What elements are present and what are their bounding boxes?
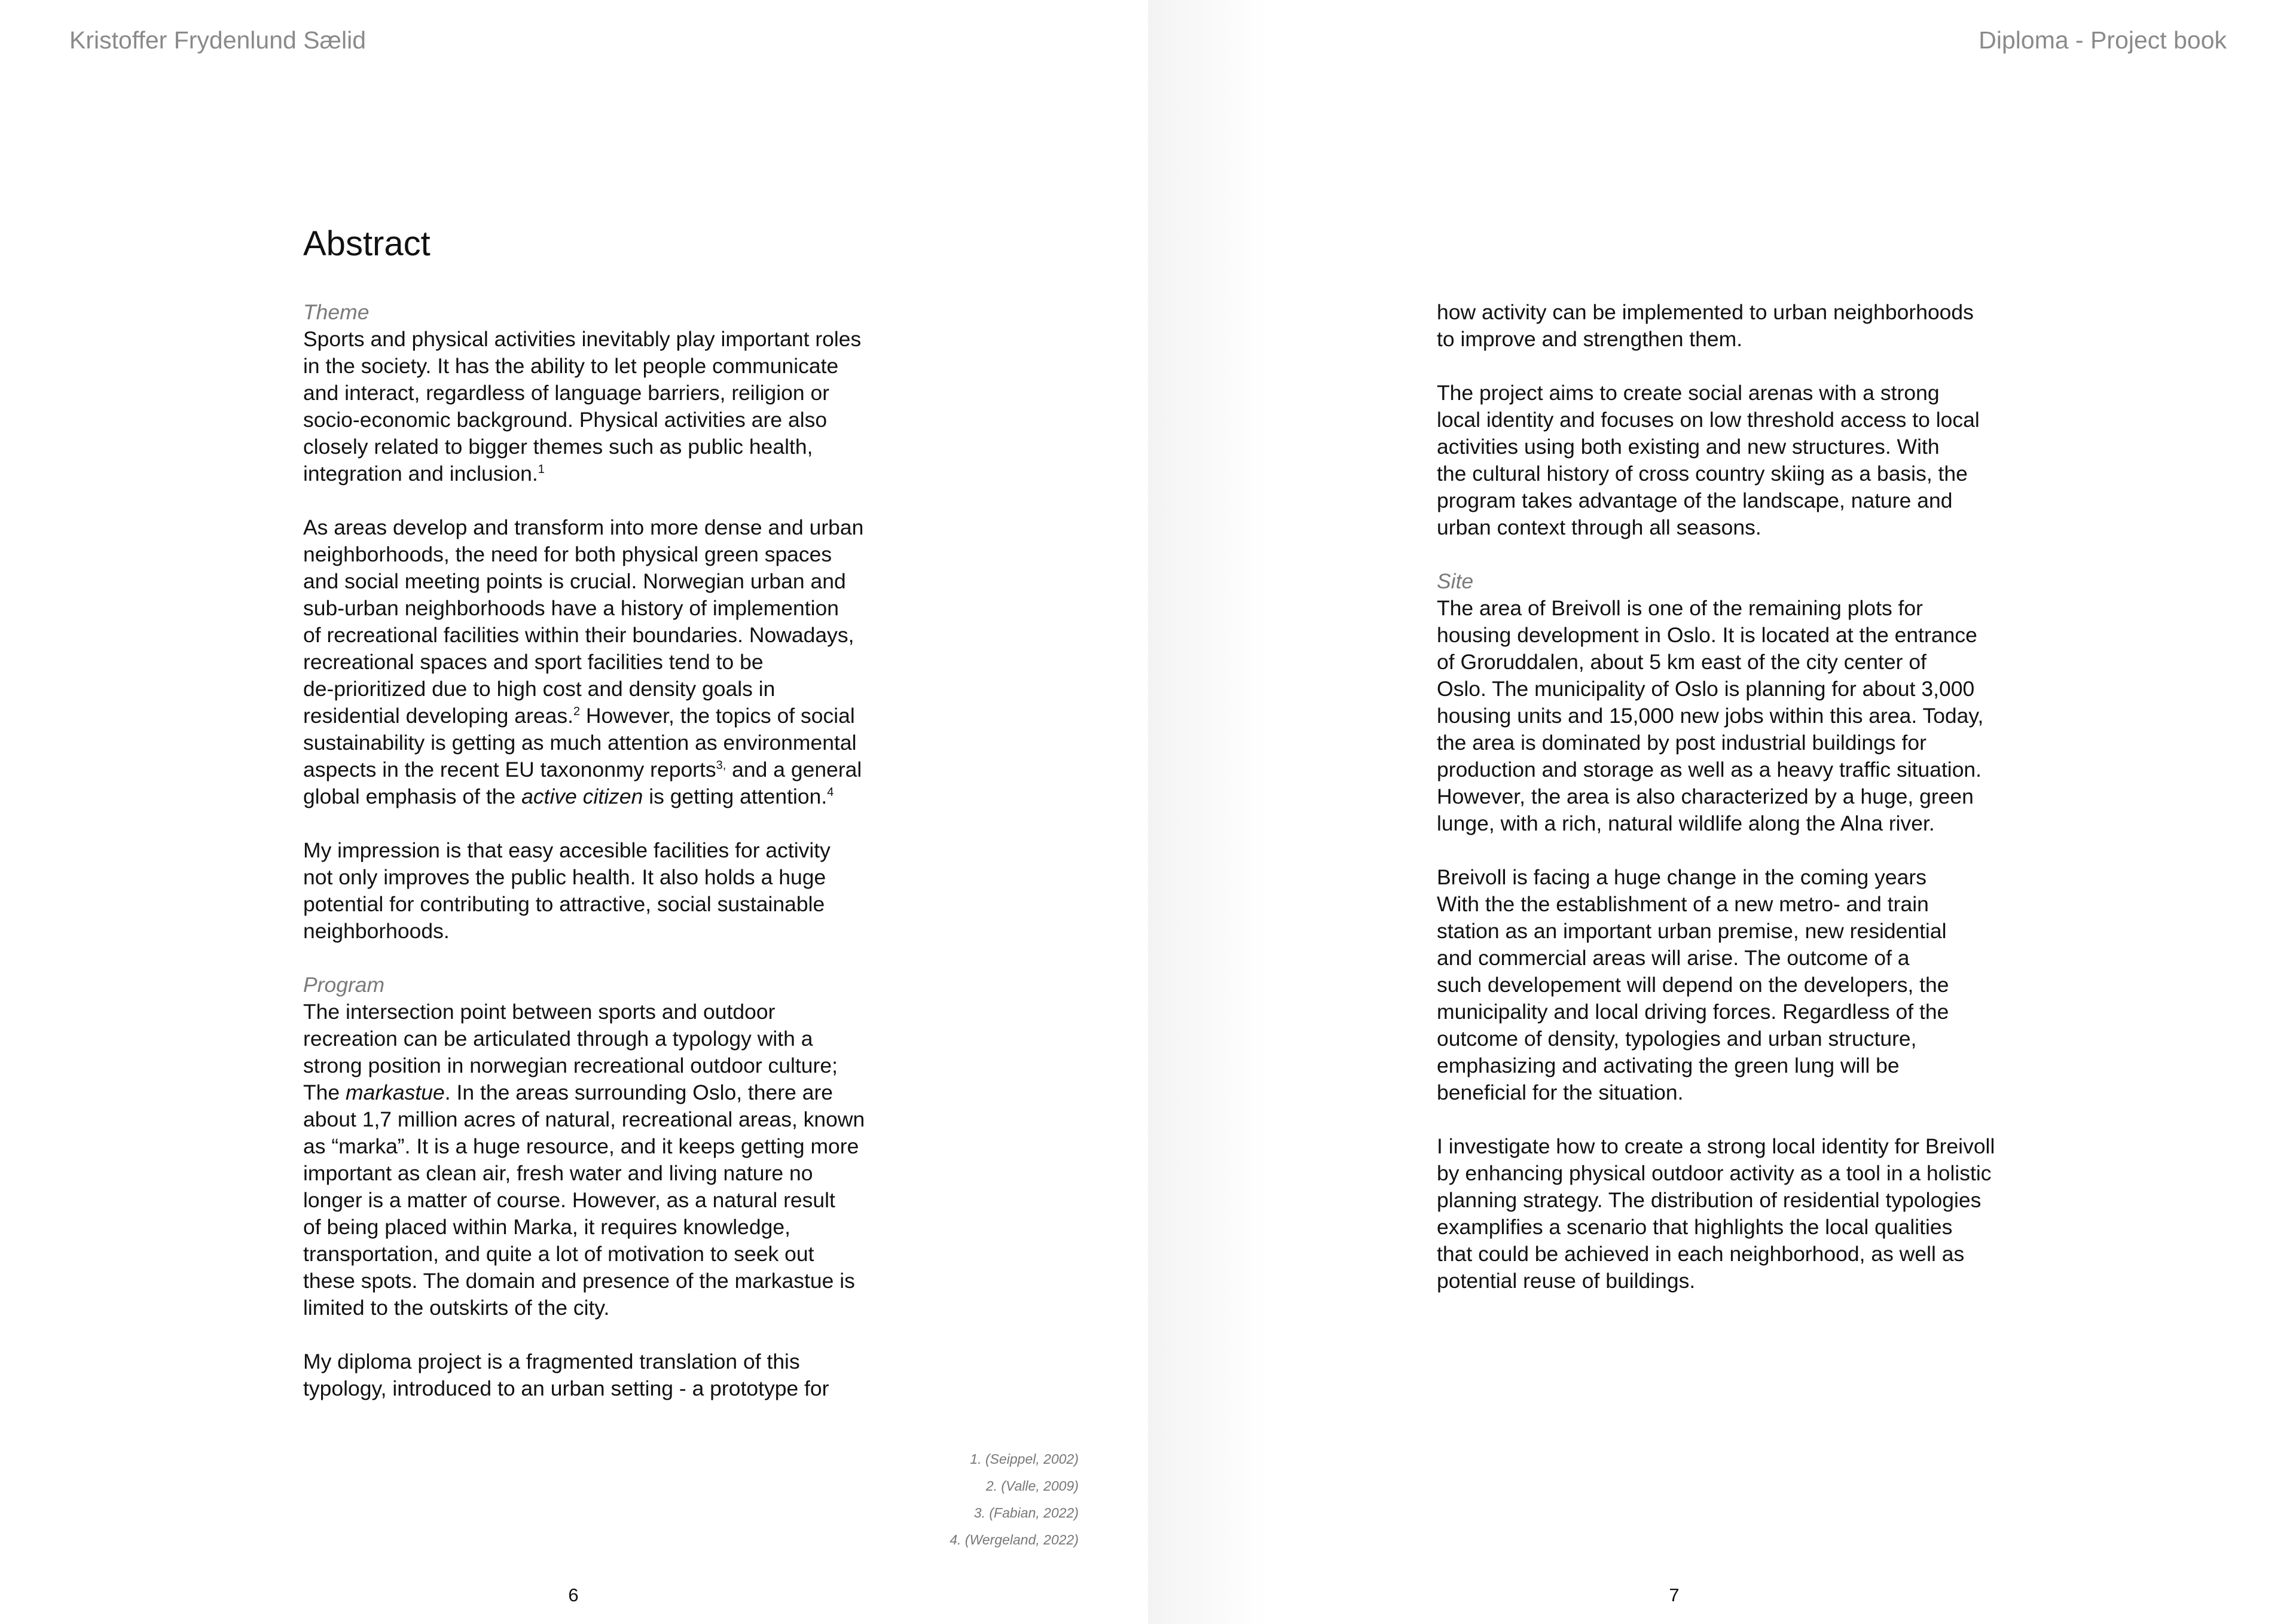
paragraph-gap	[303, 810, 901, 837]
footnote-entry: 3. (Fabian, 2022)	[973, 1505, 1079, 1521]
page-number-left: 6	[568, 1585, 579, 1605]
footnote-marker: 2	[573, 705, 581, 719]
text-line: station as an important urban premise, new residential	[1437, 919, 1947, 943]
text-line: longer is a matter of course. However, as a natural result	[303, 1188, 835, 1212]
text-line: aspects in the recent EU taxononmy reports$^{3,}$ and a general	[303, 758, 862, 782]
left-text-column	[303, 299, 901, 1402]
text-line: residential developing areas.$^2$ However, the topics of social	[303, 704, 855, 728]
text-line: Oslo. The municipality of Oslo is planning for about 3,000	[1437, 677, 1975, 701]
text-line: recreation can be articulated through a typology with a	[303, 1027, 813, 1051]
text-line: such developement will depend on the developers, the	[1437, 973, 1949, 997]
section-subheading: Theme	[303, 300, 370, 324]
text-line: I investigate how to create a strong local identity for Breivoll	[1437, 1134, 1995, 1158]
text-line: by enhancing physical outdoor activity as a tool in a holistic	[1437, 1161, 1992, 1185]
text-line: sustainability is getting as much attention as environmental	[303, 731, 857, 755]
text-line: activities using both existing and new structures. With	[1437, 435, 1940, 459]
text-line: socio-economic background. Physical activities are also	[303, 408, 828, 432]
text-line: housing development in Oslo. It is located at the entrance	[1437, 623, 1977, 647]
footnote-marker: 1	[538, 463, 545, 477]
paragraph-gap	[1437, 353, 2035, 380]
text-line: about 1,7 million acres of natural, recreational areas, known	[303, 1107, 865, 1131]
text-line: not only improves the public health. It also holds a huge	[303, 865, 826, 889]
text-line: sub-urban neighborhoods have a history of implemention	[303, 596, 839, 620]
text-line: My impression is that easy accesible facilities for activity	[303, 838, 831, 862]
text-line: strong position in norwegian recreational outdoor culture;	[303, 1054, 838, 1077]
text-line: As areas develop and transform into more dense and urban	[303, 515, 864, 539]
footnote-marker: 3,	[716, 759, 726, 773]
text-line: as “marka”. It is a huge resource, and it keeps getting more	[303, 1134, 859, 1158]
text-line: closely related to bigger themes such as public health,	[303, 435, 813, 459]
right-text-column	[1437, 299, 2035, 1295]
text-line: emphasizing and activating the green lung will be	[1437, 1054, 1900, 1077]
text-line: local identity and focuses on low threshold access to local	[1437, 408, 1980, 432]
text-line: how activity can be implemented to urban neighborhoods	[1437, 300, 1974, 324]
text-line: production and storage as well as a heavy traffic situation.	[1437, 758, 1982, 782]
text-line: of recreational facilities within their boundaries. Nowadays,	[303, 623, 854, 647]
footnote-entry: 2. (Valle, 2009)	[985, 1478, 1079, 1494]
text-line: planning strategy. The distribution of residential typologies	[1437, 1188, 1981, 1212]
text-line: of being placed within Marka, it requires knowledge,	[303, 1215, 790, 1239]
text-line: to improve and strengthen them.	[1437, 327, 1743, 351]
text-line: outcome of density, typologies and urban structure,	[1437, 1027, 1917, 1051]
text-line: municipality and local driving forces. Regardless of the	[1437, 1000, 1949, 1024]
text-line: these spots. The domain and presence of the markastue is	[303, 1269, 855, 1293]
paragraph-gap	[1437, 1106, 2035, 1133]
text-line: Breivoll is facing a huge change in the coming years	[1437, 865, 1926, 889]
text-line: potential for contributing to attractive, social sustainable	[303, 892, 825, 916]
page-title: Abstract	[303, 224, 430, 263]
text-line: The area of Breivoll is one of the remaining plots for	[1437, 596, 1923, 620]
text-line: the cultural history of cross country skiing as a basis, the	[1437, 462, 1968, 486]
text-line: The intersection point between sports and outdoor	[303, 1000, 775, 1024]
text-line: de-prioritized due to high cost and density goals in	[303, 677, 775, 701]
text-line: examplifies a scenario that highlights the local qualities	[1437, 1215, 1953, 1239]
section-subheading: Program	[303, 973, 385, 997]
footnote-marker: 4	[827, 786, 834, 799]
text-line: urban context through all seasons.	[1437, 515, 1761, 539]
emphasized-term: markastue	[346, 1080, 445, 1104]
emphasized-term: active citizen	[521, 784, 643, 808]
text-line: neighborhoods.	[303, 919, 450, 943]
paragraph-gap	[303, 487, 901, 514]
text-line: typology, introduced to an urban setting - a prototype for	[303, 1376, 829, 1400]
paragraph-gap	[1437, 837, 2035, 864]
text-line: global emphasis of the active citizen is getting attention.$^4$	[303, 784, 834, 808]
text-line: neighborhoods, the need for both physical green spaces	[303, 542, 832, 566]
section-subheading: Site	[1437, 569, 1474, 593]
text-line: lunge, with a rich, natural wildlife along the Alna river.	[1437, 811, 1935, 835]
text-line: the area is dominated by post industrial buildings for	[1437, 731, 1926, 755]
text-line: recreational spaces and sport facilities tend to be	[303, 650, 764, 674]
text-line: Sports and physical activities inevitably play important roles	[303, 327, 862, 351]
text-line: The project aims to create social arenas with a strong	[1437, 381, 1940, 405]
text-line: and social meeting points is crucial. Norwegian urban and	[303, 569, 846, 593]
text-line: My diploma project is a fragmented translation of this	[303, 1350, 800, 1373]
text-line: However, the area is also characterized by a huge, green	[1437, 784, 1974, 808]
running-head-author: Kristoffer Frydenlund Sælid	[69, 26, 367, 54]
paragraph-gap	[303, 945, 901, 972]
paragraph-gap	[1437, 541, 2035, 568]
text-line: that could be achieved in each neighborhood, as well as	[1437, 1242, 1965, 1266]
text-line: and commercial areas will arise. The outcome of a	[1437, 946, 1910, 970]
footnote-entry: 1. (Seippel, 2002)	[970, 1451, 1079, 1467]
text-line: potential reuse of buildings.	[1437, 1269, 1696, 1293]
text-line: of Groruddalen, about 5 km east of the city center of	[1437, 650, 1926, 674]
text-line: limited to the outskirts of the city.	[303, 1296, 610, 1320]
text-line: integration and inclusion.$^1$	[303, 462, 545, 486]
text-line: and interact, regardless of language barriers, reiligion or	[303, 381, 830, 405]
text-line: housing units and 15,000 new jobs within this area. Today,	[1437, 704, 1984, 728]
text-line: in the society. It has the ability to let people communicate	[303, 354, 839, 378]
text-line: important as clean air, fresh water and living nature no	[303, 1161, 813, 1185]
page-number-right: 7	[1669, 1585, 1680, 1605]
footnotes	[949, 1446, 1079, 1553]
text-line: With the the establishment of a new metro- and train	[1437, 892, 1929, 916]
footnote-entry: 4. (Wergeland, 2022)	[949, 1532, 1079, 1547]
text-line: beneficial for the situation.	[1437, 1080, 1684, 1104]
right-page	[1148, 0, 2296, 1624]
text-line: transportation, and quite a lot of motivation to seek out	[303, 1242, 814, 1266]
text-line: The markastue. In the areas surrounding Oslo, there are	[303, 1080, 833, 1104]
text-line: program takes advantage of the landscape, nature and	[1437, 489, 1953, 512]
running-head-book: Diploma - Project book	[1979, 26, 2227, 54]
paragraph-gap	[303, 1321, 901, 1348]
